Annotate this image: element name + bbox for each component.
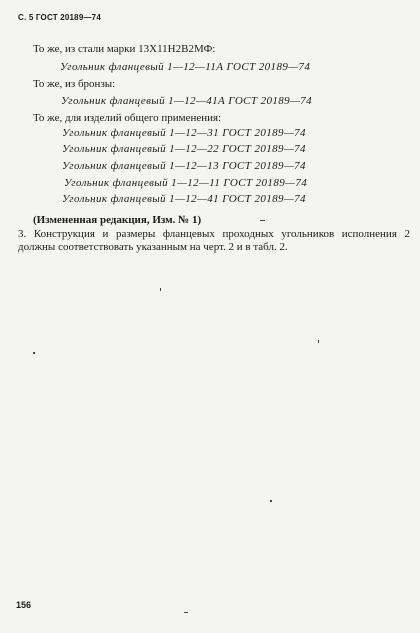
scan-speck [260, 220, 265, 221]
scan-speck [270, 500, 272, 502]
scan-speck [184, 612, 188, 613]
designation-line: Угольник фланцевый 1—12—13 ГОСТ 20189—74 [62, 160, 306, 172]
section-paragraph-3: 3. Конструкция и размеры фланцевых проходных угольников исполнения 2 должны соответствовать указанным на черт. 2 и в табл. 2. [18, 228, 410, 253]
text-line-general: То же, для изделий общего применения: [33, 112, 222, 124]
page-header: С. 5 ГОСТ 20189—74 [18, 13, 101, 22]
designation-line: Угольник фланцевый 1—12—31 ГОСТ 20189—74 [62, 127, 306, 139]
text-line-steel: То же, из стали марки 13Х11Н2В2МФ: [33, 43, 216, 55]
revision-note: (Измененная редакция, Изм. № 1) [33, 214, 202, 226]
designation-line: Угольник фланцевый 1—12—11А ГОСТ 20189—74 [60, 61, 311, 73]
scan-speck [318, 340, 319, 343]
designation-line: Угольник фланцевый 1—12—11 ГОСТ 20189—74 [64, 177, 308, 189]
scan-speck [160, 288, 161, 291]
scan-speck [33, 352, 35, 354]
designation-line: Угольник фланцевый 1—12—41 ГОСТ 20189—74 [62, 193, 306, 205]
text-line-bronze: То же, из бронзы: [33, 78, 116, 90]
page-number: 156 [16, 600, 32, 610]
designation-line: Угольник фланцевый 1—12—22 ГОСТ 20189—74 [62, 143, 306, 155]
designation-line: Угольник фланцевый 1—12—41А ГОСТ 20189—74 [61, 95, 313, 107]
